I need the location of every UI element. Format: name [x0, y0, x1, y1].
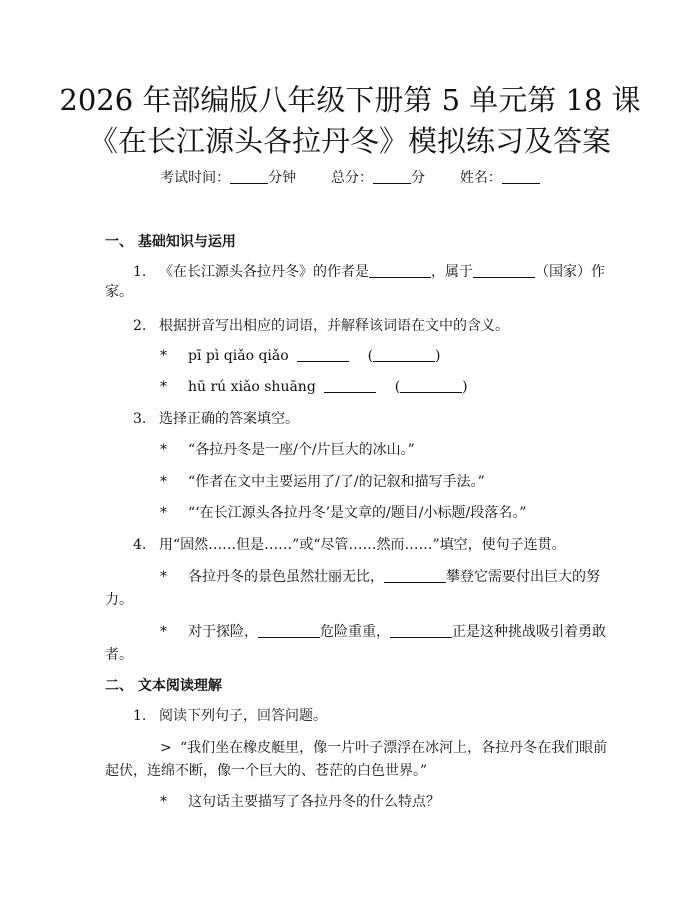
- question-text: 用“固然……但是……”或“尽管……然而……”填空，使句子连贯。: [159, 537, 566, 553]
- score-blank[interactable]: [373, 169, 411, 184]
- quote-marker-icon: >: [160, 740, 172, 756]
- quote-line-2: 起伏，连绵不断，像一个巨大的、苍茫的白色世界。”: [105, 763, 428, 779]
- bullet-icon: *: [160, 569, 167, 585]
- choice-text: “作者在文中主要运用了/了/的记叙和描写手法。”: [188, 474, 485, 490]
- word-blank[interactable]: [324, 378, 376, 393]
- question-text: ，属于: [431, 264, 473, 280]
- fill-item-1: [160, 567, 620, 587]
- name-blank[interactable]: [502, 169, 540, 184]
- bullet-icon: *: [160, 794, 167, 810]
- bullet-icon: *: [160, 379, 167, 395]
- choice-text: “各拉丹冬是一座/个/片巨大的冰山。”: [188, 442, 415, 458]
- pinyin-item-1: * pī pì qiǎo qiǎo ( ): [160, 348, 441, 364]
- time-label: 考试时间：: [160, 170, 231, 186]
- time-unit: 分钟: [268, 170, 297, 186]
- answer-blank[interactable]: [473, 263, 535, 278]
- answer-blank[interactable]: [258, 623, 320, 638]
- bullet-icon: *: [160, 474, 167, 490]
- bullet-icon: *: [160, 624, 167, 640]
- pinyin-text: hū rú xiǎo shuāng: [188, 379, 316, 395]
- meaning-blank[interactable]: [400, 378, 462, 393]
- choice-item-3: [160, 503, 526, 523]
- fill-text: 对于探险，: [188, 624, 258, 640]
- question-text: 《在长江源头各拉丹冬》的作者是: [159, 264, 369, 280]
- answer-blank[interactable]: [369, 263, 431, 278]
- bullet-icon: *: [160, 442, 167, 458]
- question-1: [133, 262, 613, 282]
- quote-line-1: [160, 738, 607, 758]
- reading-question-1: [133, 706, 327, 726]
- question-number: 3.: [133, 411, 147, 427]
- exam-info: [0, 167, 700, 187]
- section-heading-2: 二、 文本阅读理解: [105, 678, 222, 694]
- question-3: [133, 409, 299, 429]
- question-text: （国家）作: [535, 264, 605, 280]
- subquestion-text: 这句话主要描写了各拉丹冬的什么特点？: [188, 794, 440, 810]
- quote-text: “我们坐在橡皮艇里，像一片叶子漂浮在冰河上，各拉丹冬在我们眼前: [180, 740, 608, 756]
- fill-text: 正是这种挑战吸引着勇敢: [452, 624, 606, 640]
- bullet-icon: *: [160, 505, 167, 521]
- question-1-continued: 家。: [105, 284, 133, 300]
- question-4: [133, 535, 566, 555]
- pinyin-item-2: * hū rú xiǎo shuāng ( ): [160, 379, 468, 395]
- answer-blank[interactable]: [390, 623, 452, 638]
- question-2: [133, 316, 509, 336]
- question-number: 1.: [133, 264, 147, 280]
- answer-blank[interactable]: [384, 568, 446, 583]
- question-number: 2.: [133, 318, 147, 334]
- fill-item-2: [160, 622, 620, 642]
- word-blank[interactable]: [297, 347, 349, 362]
- choice-item-1: [160, 440, 415, 460]
- pinyin-text: pī pì qiǎo qiǎo: [188, 348, 289, 364]
- score-unit: 分: [411, 170, 425, 186]
- score-label: 总分：: [331, 170, 373, 186]
- fill-text: 攀登它需要付出巨大的努: [446, 569, 600, 585]
- fill-item-2-continued: 者。: [105, 647, 133, 663]
- meaning-blank[interactable]: [373, 347, 435, 362]
- fill-item-1-continued: 力。: [105, 592, 133, 608]
- name-label: 姓名：: [459, 170, 502, 186]
- question-number: 4.: [133, 537, 147, 553]
- section-heading-1: 一、 基础知识与运用: [105, 234, 236, 250]
- document-title-line1: 2026 年部编版八年级下册第 5 单元第 18 课: [59, 83, 641, 117]
- document-title-line2: 《在长江源头各拉丹冬》模拟练习及答案: [88, 124, 611, 158]
- choice-item-2: [160, 472, 485, 492]
- question-text: 阅读下列句子，回答问题。: [159, 708, 327, 724]
- choice-text: “‘在长江源头各拉丹冬’是文章的/题目/小标题/段落名。”: [188, 505, 527, 521]
- question-text: 选择正确的答案填空。: [159, 411, 299, 427]
- question-text: 根据拼音写出相应的词语，并解释该词语在文中的含义。: [159, 318, 509, 334]
- time-blank[interactable]: [230, 169, 268, 184]
- bullet-icon: *: [160, 348, 167, 364]
- fill-text: 各拉丹冬的景色虽然壮丽无比，: [188, 569, 384, 585]
- question-number: 1.: [133, 708, 147, 724]
- fill-text: 危险重重，: [320, 624, 390, 640]
- reading-subquestion: [160, 792, 440, 812]
